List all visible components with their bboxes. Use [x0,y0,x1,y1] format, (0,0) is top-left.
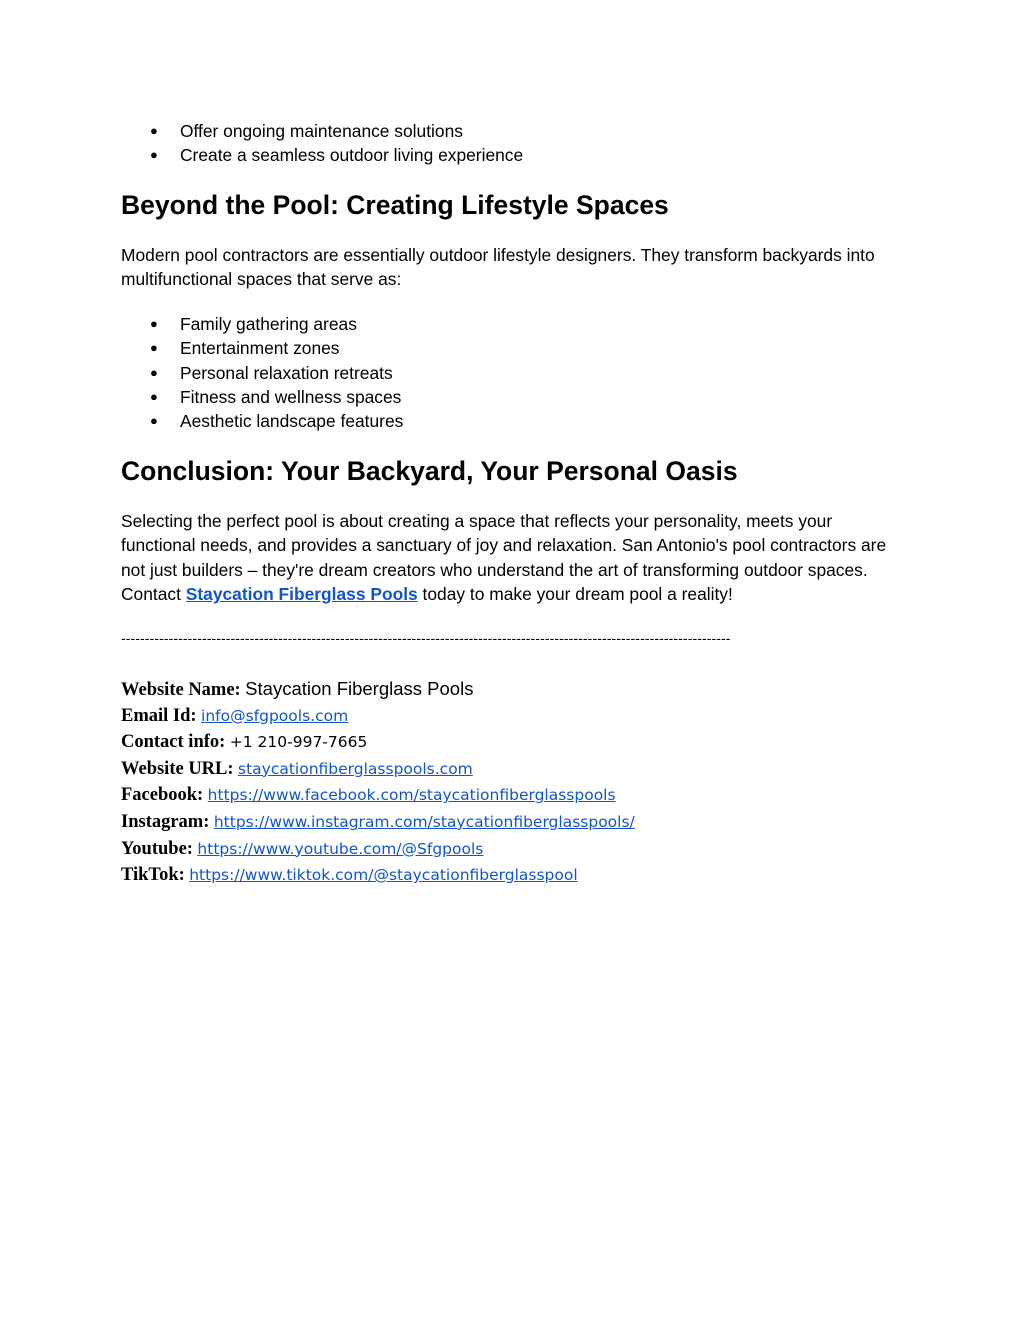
contact-row-youtube [121,836,635,863]
contact-block [121,676,635,889]
list-item-text: Create a seamless outdoor living experience [180,145,524,166]
contact-row-tiktok [121,862,635,889]
contact-row-url [121,756,635,783]
conclusion-text-start: Selecting the perfect pool is about creating a space that reflects your personality, meets your functional needs, and provides a sanctuary of joy and relaxation. San Antonio's pool contractors are not just builders – they're dream creators who understand the art of transforming outdoor spaces. Contact [121,511,887,604]
bullet-icon: ● [150,388,158,404]
contact-label: Website Name: [121,680,241,700]
instagram-link[interactable]: https://www.instagram.com/staycationfiberglasspools/ [213,812,635,831]
bullet-icon: ● [150,364,158,380]
contact-label: Contact info: [121,732,226,753]
staycation-link[interactable]: Staycation Fiberglass Pools [185,583,418,604]
contact-label: Website URL: [121,758,234,779]
bullet-icon: ● [150,123,158,138]
bullet-icon: ● [150,147,158,163]
contact-row-instagram [121,809,635,836]
contact-row-phone [121,729,635,756]
conclusion-paragraph [121,509,911,606]
conclusion-text-end: today to make your dream pool a reality! [417,583,733,604]
contact-label: Email Id: [121,705,197,726]
list-item-text: Offer ongoing maintenance solutions [180,121,463,141]
contact-label: Facebook: [121,785,204,806]
lifestyle-paragraph: Modern pool contractors are essentially outdoor lifestyle designers. They transform backyards into multifunctional spaces that serve as: [121,245,875,290]
section-heading-lifestyle: Beyond the Pool: Creating Lifestyle Spaces [121,190,669,220]
tiktok-link[interactable]: https://www.tiktok.com/@staycationfiberglasspool [189,866,578,885]
contact-label: Instagram: [121,811,210,832]
website-url-link[interactable]: staycationfiberglasspools.com [238,759,473,778]
list-item-text: Aesthetic landscape features [180,411,404,432]
bullet-icon: ● [150,413,158,429]
list-item-text: Personal relaxation retreats [180,362,393,383]
facebook-link[interactable]: https://www.facebook.com/staycationfiberglasspools [207,786,616,805]
bullet-icon: ● [150,340,158,356]
contact-row-email [121,703,635,730]
contact-label: TikTok: [121,865,185,886]
dashed-divider: -------------------------------------------------------------------------------------------------------------------------------- [121,630,731,646]
youtube-link[interactable]: https://www.youtube.com/@Sfgpools [197,839,484,858]
list-item-text: Family gathering areas [180,314,357,334]
phone-value: +1 210-997-7665 [229,733,368,752]
section-heading-conclusion: Conclusion: Your Backyard, Your Personal Oasis [121,456,738,486]
contact-row-facebook [121,782,635,809]
website-name-value: Staycation Fiberglass Pools [245,678,474,699]
contact-label: Youtube: [121,838,193,859]
list-item-text: Entertainment zones [180,338,340,359]
contact-row-website-name [121,676,635,703]
bullet-icon: ● [150,316,158,331]
email-link[interactable]: info@sfgpools.com [201,706,349,725]
list-item-text: Fitness and wellness spaces [180,386,402,407]
